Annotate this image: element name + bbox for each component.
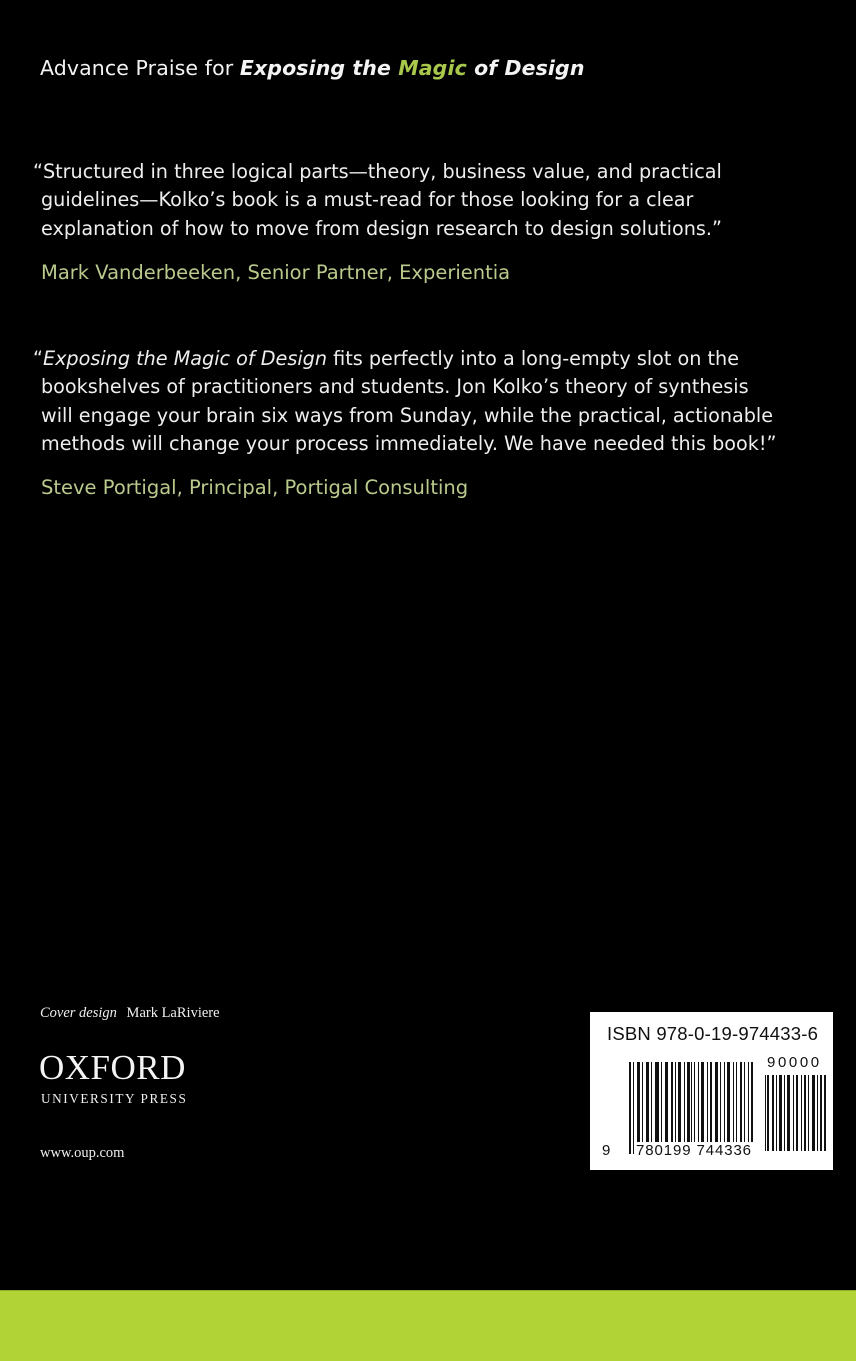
title-highlight: Magic xyxy=(398,56,467,80)
cover-designer: Mark LaRiviere xyxy=(126,1005,220,1021)
publisher-logo-subtitle: UNIVERSITY PRESS xyxy=(41,1091,188,1106)
quote-line xyxy=(33,345,843,373)
heading-prefix: Advance Praise for xyxy=(40,56,240,80)
quoted-book-title: Exposing the Magic of Design xyxy=(42,347,328,370)
praise-quote-1 xyxy=(33,158,843,243)
book-title xyxy=(240,56,585,80)
publisher-url: www.oup.com xyxy=(40,1145,125,1161)
quote-line: methods will change your process immediately. We have needed this book!” xyxy=(41,431,777,455)
praise-heading xyxy=(40,56,585,80)
title-part-1: Exposing the xyxy=(239,56,399,80)
title-part-2: of Design xyxy=(466,56,585,80)
quote-line-rest: fits perfectly into a long-empty slot on the xyxy=(327,347,740,370)
praise-quote-2 xyxy=(33,345,843,458)
quote-line: “Structured in three logical parts—theory, business value, and practical xyxy=(33,160,722,183)
quote-line: bookshelves of practitioners and students. Jon Kolko’s theory of synthesis xyxy=(41,375,749,399)
barcode-group-1: 780199 xyxy=(636,1142,692,1159)
publisher-logo-oxford: OXFORD xyxy=(39,1048,186,1087)
barcode-first-digit: 9 xyxy=(602,1142,611,1159)
barcode-icon xyxy=(629,1062,757,1154)
isbn-barcode xyxy=(590,1012,833,1170)
barcode-addon-bars xyxy=(765,1075,827,1151)
quote-line: explanation of how to move from design research to design solutions.” xyxy=(41,216,722,240)
quote-attribution-1: Mark Vanderbeeken, Senior Partner, Experientia xyxy=(41,261,511,284)
quote-attribution-2: Steve Portigal, Principal, Portigal Consulting xyxy=(41,476,469,499)
cover-design-credit xyxy=(40,1005,220,1022)
barcode-digits xyxy=(635,1142,753,1159)
open-quote: “ xyxy=(33,347,43,370)
quote-line: will engage your brain six ways from Sunday, while the practical, actionable xyxy=(41,403,774,427)
barcode-group-2: 744336 xyxy=(696,1142,752,1159)
bottom-color-band xyxy=(0,1290,856,1361)
isbn-label: ISBN 978-0-19-974433-6 xyxy=(607,1023,819,1044)
cover-design-label: Cover design xyxy=(40,1005,117,1021)
quote-line: guidelines—Kolko’s book is a must-read for those looking for a clear xyxy=(41,188,694,212)
barcode-addon-digits: 90000 xyxy=(767,1054,822,1071)
